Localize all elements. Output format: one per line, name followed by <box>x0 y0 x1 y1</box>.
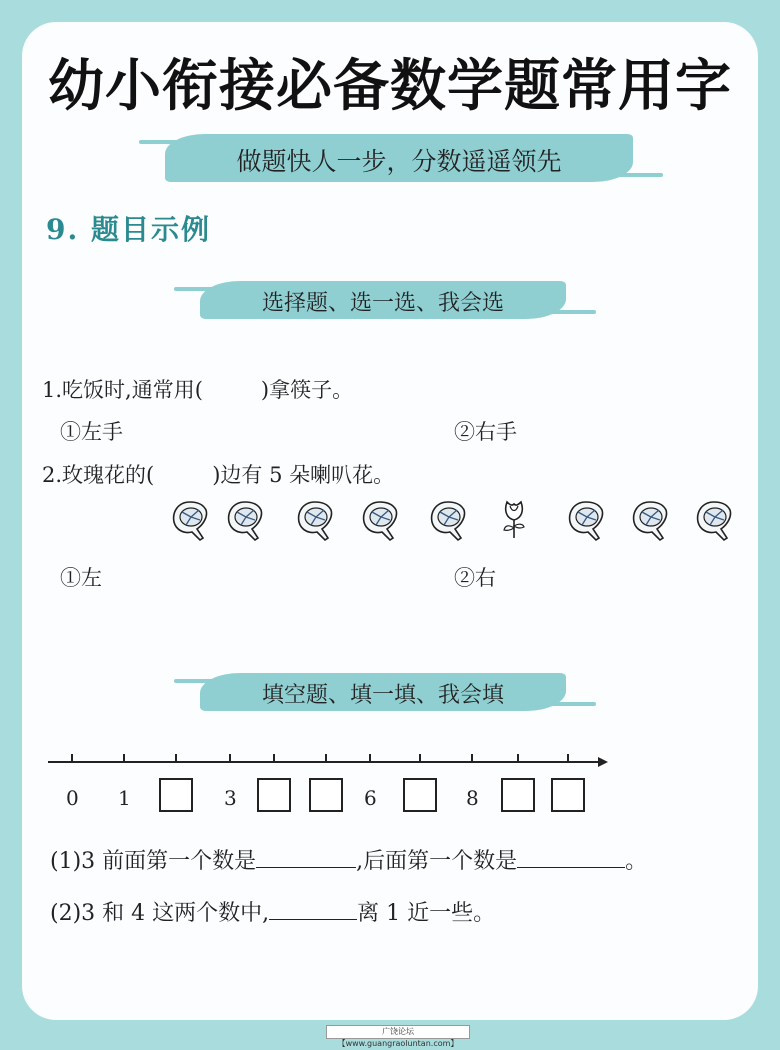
answer-box[interactable] <box>501 778 535 812</box>
number-line-label: 6 <box>364 786 377 810</box>
question-2-prefix: 2.玫瑰花的( <box>42 463 155 487</box>
fill-q1-part-b: ,后面第一个数是 <box>356 849 518 874</box>
number-line-ticks <box>72 754 568 762</box>
fill-q2-part-b: 离 1 近一些。 <box>357 901 496 926</box>
choice-banner-text: 选择题、选一选、我会选 <box>261 291 504 316</box>
trumpet-flower-icon <box>428 498 468 542</box>
trumpet-flower-icon <box>225 498 265 542</box>
subtitle-banner <box>165 134 633 182</box>
number-line-label: 8 <box>466 786 479 810</box>
answer-line[interactable] <box>269 897 357 920</box>
answer-box[interactable] <box>257 778 291 812</box>
question-2-suffix: )边有 5 朵喇叭花。 <box>212 463 395 487</box>
subtitle-text: 做题快人一步，分数遥遥领先 <box>236 147 562 176</box>
fill-banner <box>200 673 566 711</box>
trumpet-flower-icon <box>630 498 670 542</box>
choice-banner <box>200 281 566 319</box>
question-2 <box>42 459 394 489</box>
rose-icon <box>494 496 534 540</box>
question-2-option-left: ①左 <box>60 566 102 590</box>
page-title: 幼小衔接必备数学题常用字 <box>48 54 732 119</box>
trumpet-flower-icon <box>170 498 210 542</box>
fill-question-2 <box>50 896 495 927</box>
question-1-prefix: 1.吃饭时,通常用( <box>42 378 203 402</box>
number-line-label: 3 <box>224 786 237 810</box>
answer-line[interactable] <box>256 845 356 868</box>
fill-banner-text: 填空题、填一填、我会填 <box>261 683 504 708</box>
fill-q1-part-a: (1)3 前面第一个数是 <box>50 849 257 874</box>
trumpet-flower-icon <box>360 498 400 542</box>
section-title: 9. 题目示例 <box>46 213 211 246</box>
number-line-label: 0 <box>66 786 79 810</box>
number-line-label: 1 <box>118 786 131 810</box>
trumpet-flower-icon <box>295 498 335 542</box>
answer-line[interactable] <box>517 845 625 868</box>
question-1-option-right: ②右手 <box>454 420 517 444</box>
answer-box[interactable] <box>403 778 437 812</box>
answer-box[interactable] <box>309 778 343 812</box>
number-line <box>46 752 616 772</box>
trumpet-flower-icon <box>694 498 734 542</box>
trumpet-flower-icon <box>566 498 606 542</box>
fill-question-1 <box>50 844 647 875</box>
answer-box[interactable] <box>551 778 585 812</box>
number-line-arrow <box>598 757 608 767</box>
question-1-suffix: )拿筷子。 <box>260 378 354 402</box>
fill-q2-part-a: (2)3 和 4 这两个数中, <box>50 901 270 926</box>
question-1 <box>42 374 353 404</box>
watermark: 广饶论坛【www.guangraoluntan.com】 <box>326 1025 470 1039</box>
question-1-option-left: ①左手 <box>60 420 123 444</box>
question-2-option-right: ②右 <box>454 566 496 590</box>
fill-q1-part-c: 。 <box>625 849 648 874</box>
answer-box[interactable] <box>159 778 193 812</box>
